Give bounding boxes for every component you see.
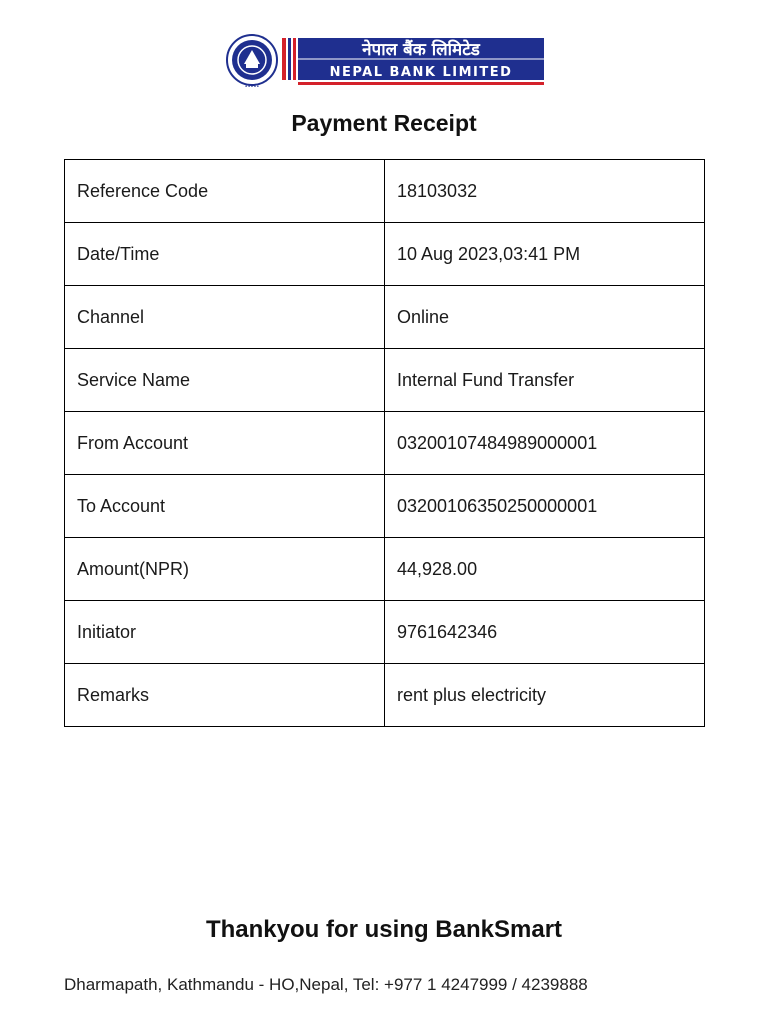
- table-row-remarks: [65, 664, 705, 727]
- table-row-date-time: [65, 223, 705, 286]
- date-time-label: Date/Time: [65, 223, 385, 286]
- table-row-amount: [65, 538, 705, 601]
- service-name-value: Internal Fund Transfer: [385, 349, 705, 412]
- reference-code-value: 18103032: [385, 160, 705, 223]
- thank-you-message: Thankyou for using BankSmart: [205, 916, 563, 943]
- remarks-label: Remarks: [65, 664, 385, 727]
- initiator-label: Initiator: [65, 601, 385, 664]
- amount-label: Amount(NPR): [65, 538, 385, 601]
- initiator-value: 9761642346: [385, 601, 705, 664]
- to-account-value: 03200106350250000001: [385, 475, 705, 538]
- channel-value: Online: [385, 286, 705, 349]
- reference-code-label: Reference Code: [65, 160, 385, 223]
- table-row-channel: [65, 286, 705, 349]
- table-row-service-name: [65, 349, 705, 412]
- from-account-label: From Account: [65, 412, 385, 475]
- logo-english-text: NEPAL BANK LIMITED: [329, 65, 513, 80]
- footer-address: Dharmapath, Kathmandu - HO,Nepal, Tel: +977 1 4247999 / 4239888: [64, 975, 588, 994]
- remarks-value: rent plus electricity: [385, 664, 705, 727]
- service-name-label: Service Name: [65, 349, 385, 412]
- table-row-from-account: [65, 412, 705, 475]
- table-row-reference-code: [65, 160, 705, 223]
- from-account-value: 03200107484989000001: [385, 412, 705, 475]
- receipt-title: Payment Receipt: [291, 110, 477, 136]
- nepal-bank-logo: [222, 34, 546, 90]
- table-row-initiator: [65, 601, 705, 664]
- table-row-to-account: [65, 475, 705, 538]
- nepal-bank-logo-graphic: [222, 34, 546, 90]
- svg-text:•••••: •••••: [244, 84, 260, 90]
- amount-value: 44,928.00: [385, 538, 705, 601]
- logo-nepali-text: नेपाल बैंक लिमिटेड: [362, 40, 480, 60]
- to-account-label: To Account: [65, 475, 385, 538]
- channel-label: Channel: [65, 286, 385, 349]
- date-time-value: 10 Aug 2023,03:41 PM: [385, 223, 705, 286]
- receipt-details-table: [64, 159, 705, 727]
